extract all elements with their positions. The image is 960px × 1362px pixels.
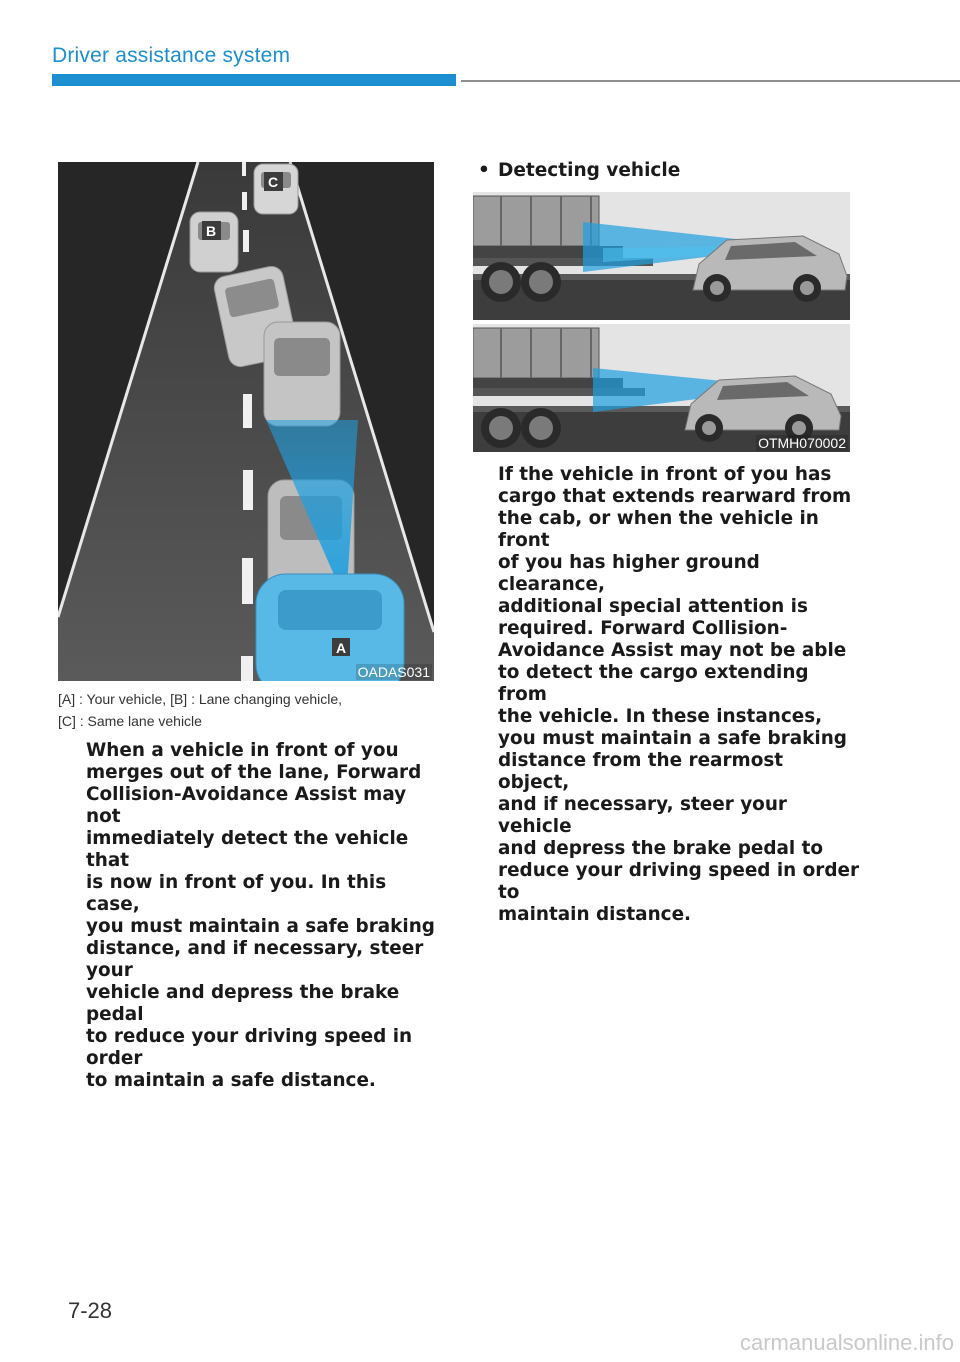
figure-code: OTMH070002	[758, 435, 846, 451]
figure-code: OADAS031	[357, 664, 430, 680]
cargo-paragraph	[498, 464, 860, 926]
text-line: and depress the brake pedal to	[498, 838, 824, 859]
bullet: •	[478, 160, 490, 181]
text-line: to detect the cargo extending from	[498, 662, 809, 705]
text-line: distance from the rearmost object,	[498, 750, 784, 793]
text-line: immediately detect the vehicle that	[86, 828, 409, 871]
text-line: of you has higher ground clearance,	[498, 552, 760, 595]
text-line: Collision-Avoidance Assist may not	[86, 784, 407, 827]
figure-caption	[58, 688, 438, 732]
section-heading	[478, 160, 680, 181]
caption-line: [A] : Your vehicle, [B] : Lane changing vehicle,	[58, 691, 343, 707]
text-line: you must maintain a safe braking	[498, 728, 847, 749]
text-line: merges out of the lane, Forward	[86, 762, 422, 783]
text-line: vehicle and depress the brake pedal	[86, 982, 400, 1025]
heading-text: Detecting vehicle	[498, 160, 681, 181]
label-c: C	[267, 174, 279, 190]
text-line: required. Forward Collision-	[498, 618, 788, 639]
text-line: to maintain a safe distance.	[86, 1070, 376, 1091]
section-title: Driver assistance system	[52, 44, 291, 67]
text-line: maintain distance.	[498, 904, 692, 925]
merge-paragraph	[86, 740, 446, 1092]
watermark-text: carmanualsonline.info	[739, 1330, 954, 1355]
text-line: is now in front of you. In this case,	[86, 872, 387, 915]
text-line: cargo that extends rearward from	[498, 486, 852, 507]
text-line: and if necessary, steer your vehicle	[498, 794, 787, 837]
label-b: B	[205, 223, 217, 239]
caption-line: [C] : Same lane vehicle	[58, 713, 202, 729]
lane-change-illustration	[58, 162, 434, 681]
text-line: Avoidance Assist may not be able	[498, 640, 847, 661]
header-accent-bar	[52, 74, 456, 86]
text-line: When a vehicle in front of you	[86, 740, 399, 761]
text-line: reduce your driving speed in order to	[498, 860, 860, 903]
text-line: to reduce your driving speed in order	[86, 1026, 413, 1069]
text-line: If the vehicle in front of you has	[498, 464, 832, 485]
truck-cargo-illustration-top	[473, 192, 850, 320]
text-line: the vehicle. In these instances,	[498, 706, 823, 727]
text-line: additional special attention is	[498, 596, 808, 617]
label-a: A	[335, 640, 347, 656]
text-line: distance, and if necessary, steer your	[86, 938, 424, 981]
text-line: you must maintain a safe braking	[86, 916, 435, 937]
truck-cargo-illustration-bottom	[473, 324, 850, 452]
page-number: 7-28	[68, 1298, 113, 1323]
text-line: the cab, or when the vehicle in front	[498, 508, 819, 551]
header-divider	[461, 80, 960, 82]
